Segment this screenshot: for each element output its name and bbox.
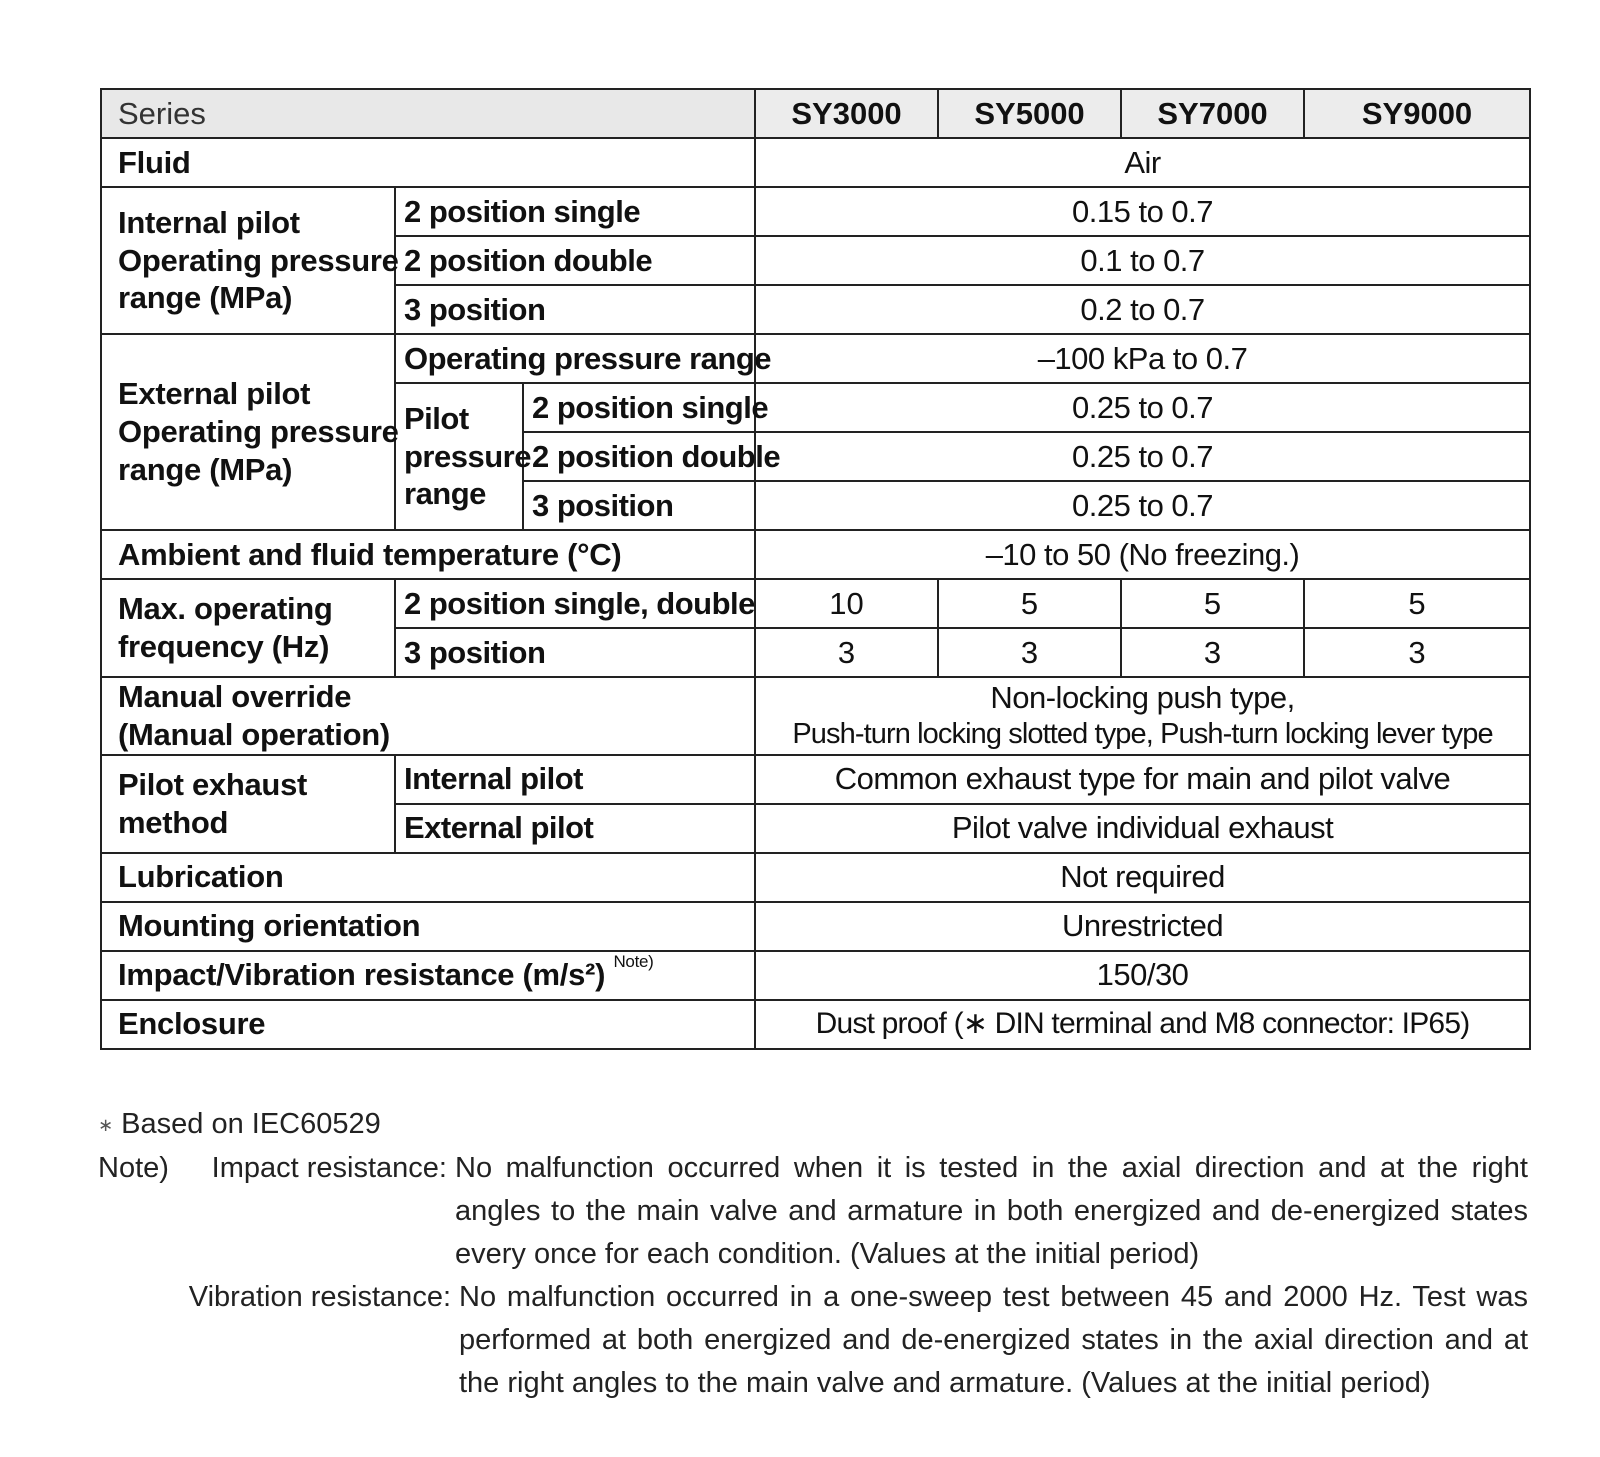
lubrication-value: Not required xyxy=(755,853,1530,902)
frequency-value: 5 xyxy=(1121,579,1304,628)
mounting-label: Mounting orientation xyxy=(101,902,755,951)
sub-label: 2 position double xyxy=(523,432,755,481)
sub-label: Operating pressure range xyxy=(395,334,755,383)
frequency-value: 5 xyxy=(1304,579,1530,628)
value-line: Push-turn locking slotted type, Push-turn locking lever type xyxy=(792,718,1493,751)
enclosure-label: Enclosure xyxy=(101,1000,755,1049)
temperature-value: –10 to 50 (No freezing.) xyxy=(755,530,1530,579)
asterisk-icon: ∗ xyxy=(98,1114,114,1135)
model-header: SY7000 xyxy=(1121,89,1304,138)
model-header: SY9000 xyxy=(1304,89,1530,138)
label-line: method xyxy=(118,804,229,840)
vibration-note-text: No malfunction occurred in a one-sweep test between 45 and 2000 Hz. Test was performed at both energized and de-energized states in the axial direction and at the right angles to the main valve and armature. (Values at the initial period) xyxy=(459,1280,1528,1399)
frequency-value: 3 xyxy=(755,628,938,677)
internal-pilot-label xyxy=(101,187,399,334)
model-header: SY5000 xyxy=(938,89,1121,138)
external-pilot-label xyxy=(101,334,399,530)
label-line: Manual override xyxy=(118,679,352,714)
label-line: Internal pilot xyxy=(118,204,300,240)
sub-label: 3 position xyxy=(395,628,755,677)
specification-table xyxy=(100,88,1531,1050)
manual-override-row xyxy=(101,677,1530,755)
pressure-value: –100 kPa to 0.7 xyxy=(755,334,1530,383)
frequency-value: 5 xyxy=(938,579,1121,628)
pressure-value: 0.1 to 0.7 xyxy=(755,236,1530,285)
pressure-value: 0.25 to 0.7 xyxy=(755,481,1530,530)
label-line: Pilot exhaust xyxy=(118,766,308,802)
model-header: SY3000 xyxy=(755,89,938,138)
frequency-value: 3 xyxy=(1304,628,1530,677)
frequency-value: 3 xyxy=(1121,628,1304,677)
impact-row xyxy=(101,951,1530,1000)
vibration-note-label: Vibration resistance: xyxy=(188,1280,451,1313)
external-pilot-row xyxy=(101,334,1530,383)
impact-value: 150/30 xyxy=(755,951,1530,1000)
sub-label: 2 position double xyxy=(395,236,755,285)
sub-label: Internal pilot xyxy=(395,755,755,804)
label-line: (Manual operation) xyxy=(118,716,390,752)
manual-override-value xyxy=(755,677,1530,755)
pilot-pressure-label xyxy=(395,383,531,530)
footnote-text: Based on IEC60529 xyxy=(121,1108,381,1140)
exhaust-value: Pilot valve individual exhaust xyxy=(755,804,1530,853)
series-header: Series xyxy=(101,89,755,138)
sub-label: 3 position xyxy=(395,285,755,334)
impact-note-text: No malfunction occurred when it is tested in the axial direction and at the right angles to the main valve and armature in both energized and de-energized states every once for each condition. (Values at the initial period) xyxy=(455,1151,1528,1270)
frequency-value: 3 xyxy=(938,628,1121,677)
pressure-value: 0.15 to 0.7 xyxy=(755,187,1530,236)
note-mark: Note) xyxy=(613,952,654,972)
label-line: Pilot xyxy=(404,400,469,436)
label-line: Operating pressure xyxy=(118,242,399,278)
impact-label xyxy=(101,951,755,1000)
fluid-label: Fluid xyxy=(101,138,755,187)
enclosure-value: Dust proof (∗ DIN terminal and M8 connector: IP65) xyxy=(755,1000,1530,1049)
lubrication-label: Lubrication xyxy=(101,853,755,902)
label-line: Max. operating xyxy=(118,591,333,627)
temperature-label: Ambient and fluid temperature (°C) xyxy=(101,530,755,579)
mounting-row xyxy=(101,902,1530,951)
sub-label: 2 position single, double xyxy=(395,579,755,628)
mounting-value: Unrestricted xyxy=(755,902,1530,951)
header-row xyxy=(101,89,1530,138)
pressure-value: 0.25 to 0.7 xyxy=(755,432,1530,481)
pilot-exhaust-label xyxy=(101,755,395,853)
fluid-row xyxy=(101,138,1530,187)
label-line: Operating pressure xyxy=(118,414,399,450)
pressure-value: 0.25 to 0.7 xyxy=(755,383,1530,432)
label-line: frequency (Hz) xyxy=(118,629,330,664)
temperature-row xyxy=(101,530,1530,579)
fluid-value: Air xyxy=(755,138,1530,187)
impact-label-text: Impact/Vibration resistance (m/s²) xyxy=(118,957,606,993)
sub-label: 2 position single xyxy=(395,187,755,236)
enclosure-row xyxy=(101,1000,1530,1049)
label-line: External pilot xyxy=(118,376,311,412)
notes-section xyxy=(98,1103,1528,1405)
sub-label: 2 position single xyxy=(523,383,755,432)
manual-override-label xyxy=(101,677,755,755)
label-line: range (MPa) xyxy=(118,280,293,316)
pilot-exhaust-row xyxy=(101,755,1530,804)
exhaust-value: Common exhaust type for main and pilot valve xyxy=(755,755,1530,804)
label-line: range (MPa) xyxy=(118,451,293,487)
note-label: Note) xyxy=(98,1151,169,1184)
frequency-row xyxy=(101,579,1530,628)
pressure-value: 0.2 to 0.7 xyxy=(755,285,1530,334)
impact-note xyxy=(98,1147,1528,1276)
frequency-label xyxy=(101,579,395,677)
frequency-value: 10 xyxy=(755,579,938,628)
label-line: pressure xyxy=(404,438,531,474)
lubrication-row xyxy=(101,853,1530,902)
impact-note-label: Impact resistance: xyxy=(211,1151,447,1184)
internal-pilot-row xyxy=(101,187,1530,236)
sub-label: 3 position xyxy=(523,481,755,530)
footnote xyxy=(98,1103,1528,1147)
value-line: Non-locking push type, xyxy=(990,680,1295,716)
vibration-note xyxy=(98,1276,1528,1405)
label-line: range xyxy=(404,476,486,512)
sub-label: External pilot xyxy=(395,804,755,853)
